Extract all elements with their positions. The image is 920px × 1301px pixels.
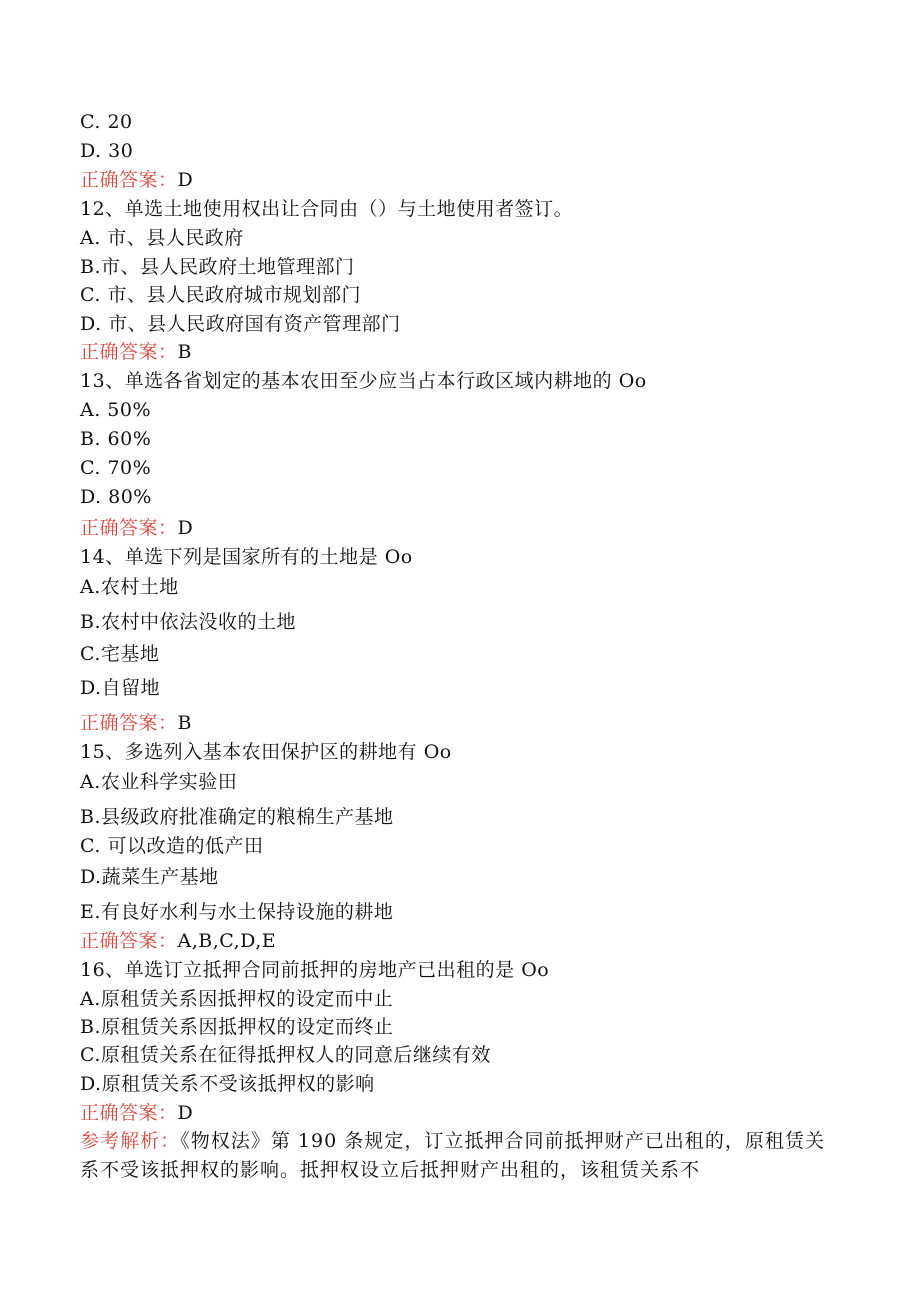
q13-option-d: D. 80% (80, 486, 152, 508)
answer-label: 正确答案： (80, 930, 178, 952)
q16-answer (80, 1101, 193, 1125)
answer-value: B (177, 341, 192, 363)
q12-option-a: A. 市、县人民政府 (80, 227, 244, 249)
answer-label: 正确答案： (80, 712, 178, 734)
analysis-text: 《物权法》第 190 条规定，订立抵押合同前抵押财产已出租的，原租赁关系不受该抵押权的影响。抵押权设立后抵押财产出租的，该租赁关系不 (80, 1130, 825, 1181)
q15-option-e: E.有良好水利与水土保持设施的耕地 (80, 901, 394, 923)
answer-value: A,B,C,D,E (177, 930, 277, 952)
q16-stem: 16、单选订立抵押合同前抵押的房地产已出租的是 Oo (80, 959, 550, 981)
q15-stem: 15、多选列入基本农田保护区的耕地有 Oo (80, 741, 452, 763)
answer-value: B (177, 712, 192, 734)
answer-value: D (177, 517, 194, 539)
q12-answer (80, 340, 192, 364)
q15-option-a: A.农业科学实验田 (80, 771, 238, 793)
q16-option-b: B.原租赁关系因抵押权的设定而终止 (80, 1016, 394, 1038)
q16-option-d: D.原租赁关系不受该抵押权的影响 (80, 1073, 375, 1095)
q11-answer (80, 168, 193, 192)
q14-option-c: C.宅基地 (80, 643, 160, 665)
q12-option-b: B.市、县人民政府土地管理部门 (80, 256, 355, 278)
answer-label: 正确答案： (80, 341, 178, 363)
q15-option-d: D.蔬菜生产基地 (80, 866, 219, 888)
q14-option-d: D.自留地 (80, 677, 161, 699)
analysis-label: 参考解析： (80, 1130, 181, 1152)
q12-option-d: D. 市、县人民政府国有资产管理部门 (80, 313, 401, 335)
q13-option-b: B. 60% (80, 428, 152, 450)
q15-option-b: B.县级政府批准确定的粮棉生产基地 (80, 806, 394, 828)
q11-option-c: C. 20 (80, 111, 133, 133)
q13-answer (80, 516, 193, 540)
q11-option-d: D. 30 (80, 140, 134, 162)
answer-label: 正确答案： (80, 1102, 178, 1124)
q16-option-a: A.原租赁关系因抵押权的设定而中止 (80, 988, 394, 1010)
analysis-paragraph (80, 1127, 825, 1185)
q16-option-c: C.原租赁关系在征得抵押权人的同意后继续有效 (80, 1044, 491, 1066)
answer-value: D (177, 169, 194, 191)
q14-stem: 14、单选下列是国家所有的土地是 Oo (80, 546, 413, 568)
q13-option-c: C. 70% (80, 457, 152, 479)
q14-answer (80, 711, 192, 735)
q13-option-a: A. 50% (80, 399, 152, 421)
q15-option-c: C. 可以改造的低产田 (80, 835, 264, 857)
answer-value: D (177, 1102, 194, 1124)
answer-label: 正确答案： (80, 517, 178, 539)
q12-stem: 12、单选土地使用权出让合同由（）与土地使用者签订。 (80, 198, 574, 220)
q14-option-b: B.农村中依法没收的土地 (80, 611, 297, 633)
answer-label: 正确答案： (80, 169, 178, 191)
q13-stem: 13、单选各省划定的基本农田至少应当占本行政区域内耕地的 Oo (80, 370, 647, 392)
q12-option-c: C. 市、县人民政府城市规划部门 (80, 284, 361, 306)
q14-option-a: A.农村土地 (80, 576, 179, 598)
q15-answer (80, 929, 276, 953)
